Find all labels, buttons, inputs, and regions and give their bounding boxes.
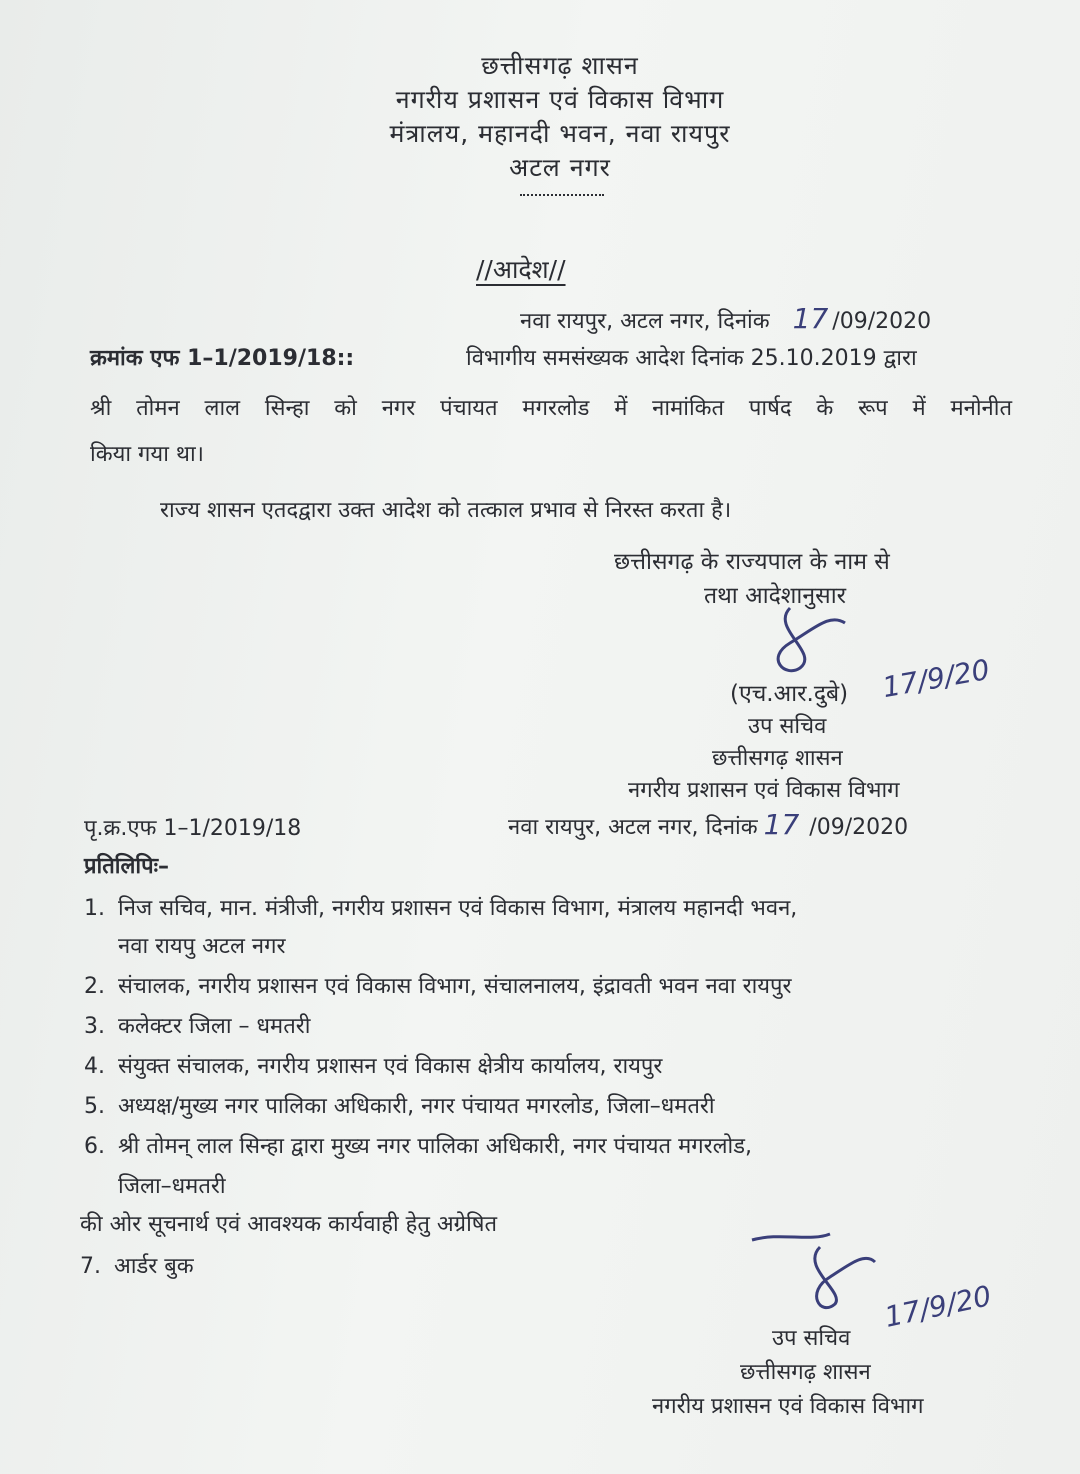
order-para1-line2: श्री तोमन लाल सिन्हा को नगर पंचायत मगरलोड में नामांकित पार्षद के रूप में मनोनीत <box>90 396 1012 421</box>
list-item-text: आर्डर बुक <box>114 1254 194 1279</box>
signature-1-mark <box>760 598 880 678</box>
list-item <box>84 1050 662 1080</box>
list-item-number: 3. <box>84 1014 105 1039</box>
sig2-date-handwritten: 17/9/20 <box>881 1279 995 1334</box>
endorsement-ref: पृ.क्र.एफ 1–1/2019/18 <box>84 816 302 841</box>
sig2-dept: नगरीय प्रशासन एवं विकास विभाग <box>652 1394 924 1419</box>
list-item-number: 7. <box>80 1254 101 1279</box>
list-item-number: 4. <box>84 1054 105 1079</box>
list-item-number: 5. <box>84 1094 105 1119</box>
list-item-number: 2. <box>84 974 105 999</box>
order-month-year: /09/2020 <box>832 309 932 334</box>
list-item-continuation: जिला–धमतरी <box>118 1174 226 1199</box>
order-title: //आदेश// <box>476 255 566 284</box>
list-item <box>84 1130 752 1160</box>
list-item-text: श्री तोमन् लाल सिन्हा द्वारा मुख्य नगर पालिका अधिकारी, नगर पंचायत मगरलोड, <box>118 1134 752 1159</box>
signature-2-mark <box>750 1222 890 1312</box>
endorsement-day-handwritten: 17 <box>763 808 800 841</box>
sig1-name: (एच.आर.दुबे) <box>730 681 849 707</box>
sig2-designation: उप सचिव <box>772 1326 851 1351</box>
endorsement-place-date-prefix: नवा रायपुर, अटल नगर, दिनांक <box>508 815 758 840</box>
list-item <box>80 1250 194 1280</box>
sig1-date-handwritten: 17/9/20 <box>879 652 992 705</box>
list-item-number: 1. <box>84 896 105 921</box>
sig1-line1: छत्तीसगढ़ के राज्यपाल के नाम से <box>614 549 890 575</box>
copy-label: प्रतिलिपिः– <box>84 854 170 879</box>
order-number: क्रमांक एफ 1–1/2019/18:: <box>90 346 355 371</box>
header-divider <box>520 194 604 196</box>
sig2-govt: छत्तीसगढ़ शासन <box>740 1360 871 1385</box>
forward-note: की ओर सूचनार्थ एवं आवश्यक कार्यवाही हेतु अग्रेषित <box>80 1212 498 1237</box>
list-item <box>84 1010 310 1040</box>
sig1-govt: छत्तीसगढ़ शासन <box>712 746 843 771</box>
order-day-handwritten: 17 <box>792 302 829 335</box>
sig1-dept: नगरीय प्रशासन एवं विकास विभाग <box>628 778 900 803</box>
header-address: मंत्रालय, महानदी भवन, नवा रायपुर <box>389 119 731 148</box>
header-city: अटल नगर <box>509 153 611 182</box>
list-item <box>84 970 792 1000</box>
order-para1-line3: किया गया था। <box>90 442 204 467</box>
order-para1-line1: विभागीय समसंख्यक आदेश दिनांक 25.10.2019 द्वारा <box>466 346 917 371</box>
order-para2: राज्य शासन एतदद्वारा उक्त आदेश को तत्काल प्रभाव से निरस्त करता है। <box>160 498 732 523</box>
order-place-date-prefix: नवा रायपुर, अटल नगर, दिनांक <box>520 309 770 334</box>
list-item <box>84 892 1012 922</box>
list-item-text: अध्यक्ष/मुख्य नगर पालिका अधिकारी, नगर पंचायत मगरलोड, जिला–धमतरी <box>118 1094 715 1119</box>
list-item-text: संयुक्त संचालक, नगरीय प्रशासन एवं विकास क्षेत्रीय कार्यालय, रायपुर <box>118 1054 663 1079</box>
header-dept: नगरीय प्रशासन एवं विकास विभाग <box>395 85 725 114</box>
endorsement-date-line <box>508 808 908 841</box>
list-item-text: संचालक, नगरीय प्रशासन एवं विकास विभाग, संचालनालय, इंद्रावती भवन नवा रायपुर <box>118 974 792 999</box>
order-date-line <box>520 302 931 335</box>
list-item-continuation: नवा रायपु अटल नगर <box>118 934 286 959</box>
list-item <box>84 1090 715 1120</box>
list-item-number: 6. <box>84 1134 105 1159</box>
sig1-line2: तथा आदेशानुसार <box>704 583 847 609</box>
header-govt: छत्तीसगढ़ शासन <box>481 51 639 80</box>
sig1-designation: उप सचिव <box>748 714 827 739</box>
endorsement-month-year: /09/2020 <box>809 815 909 840</box>
list-item-text: निज सचिव, मान. मंत्रीजी, नगरीय प्रशासन एवं विकास विभाग, मंत्रालय महानदी भवन, <box>118 896 798 921</box>
list-item-text: कलेक्टर जिला – धमतरी <box>118 1014 311 1039</box>
